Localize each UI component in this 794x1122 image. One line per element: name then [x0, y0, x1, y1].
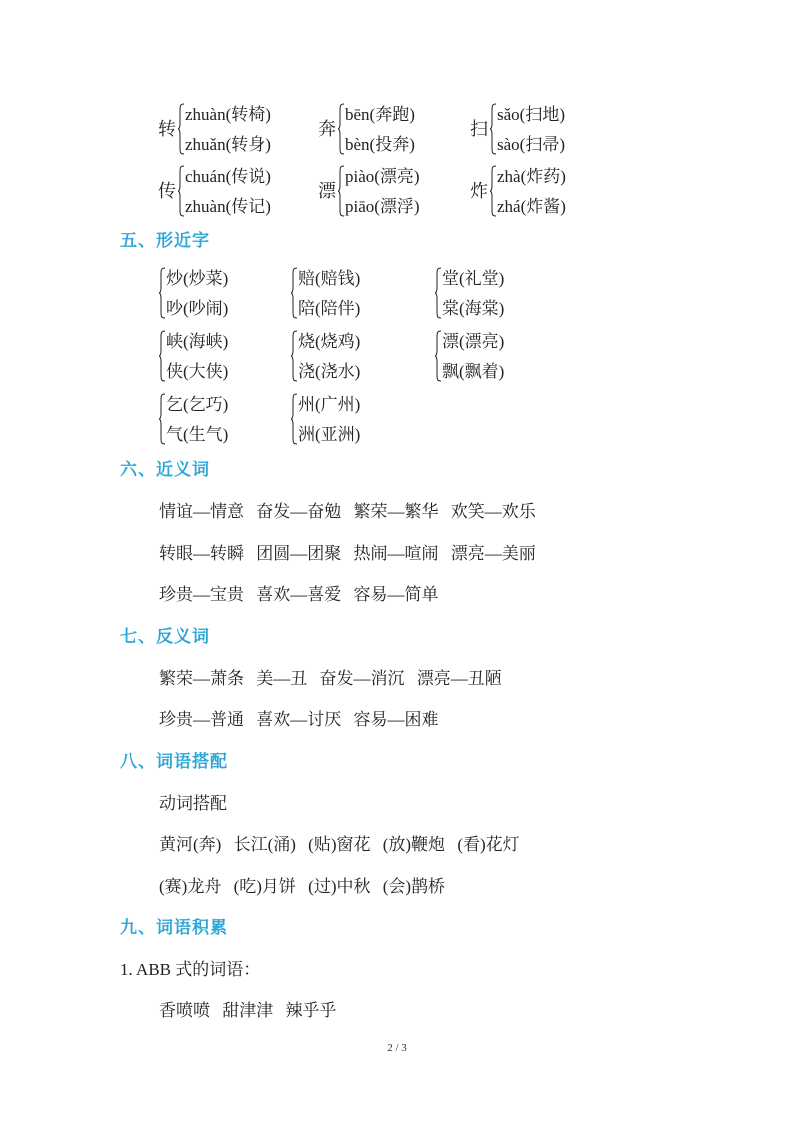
similar-char-item: 侠(大侠) [166, 362, 229, 381]
polyphone-reading: zhà(炸药) [497, 167, 566, 186]
polyphone-reading: piào(漂亮) [345, 167, 420, 186]
similar-char-item: 棠(海棠) [442, 299, 505, 318]
similar-char-item: 吵(吵闹) [166, 299, 229, 318]
similar-char-item: 赔(赔钱) [298, 269, 361, 288]
section-heading: 九、词语积累 [120, 918, 228, 938]
brace-icon [177, 103, 185, 155]
polyphone-reading: sào(扫帚) [497, 135, 565, 154]
similar-char-item: 炒(炒菜) [166, 269, 229, 288]
similar-char-item: 洲(亚洲) [298, 425, 361, 444]
polyphone-char: 转 [158, 119, 176, 139]
brace-icon [290, 267, 298, 319]
similar-char-item: 飘(飘着) [442, 362, 505, 381]
accumulation-item-title: 1. ABB 式的词语： [120, 960, 261, 979]
brace-icon [177, 165, 185, 217]
antonym-pair: 奋发—消沉 [319, 669, 405, 688]
collocation-item: (吃)月饼 [233, 877, 296, 896]
polyphone-reading: bèn(投奔) [345, 135, 415, 154]
synonym-pair: 转眼—转瞬 [159, 544, 244, 563]
synonym-pair: 奋发—奋勉 [256, 502, 342, 521]
synonym-pair: 热闹—喧闹 [353, 544, 439, 563]
antonym-pair: 漂亮—丑陋 [416, 669, 502, 688]
polyphone-reading: sǎo(扫地) [497, 105, 565, 124]
polyphone-char: 炸 [470, 181, 488, 201]
collocation-item: (会)鹊桥 [382, 877, 446, 896]
similar-char-item: 陪(陪伴) [298, 299, 361, 318]
accumulation-word: 辣乎乎 [285, 1001, 337, 1020]
polyphone-reading: bēn(奔跑) [345, 105, 415, 124]
similar-char-item: 堂(礼堂) [442, 269, 505, 288]
collocation-item: (贴)窗花 [308, 835, 371, 854]
synonym-pair: 珍贵—宝贵 [159, 585, 244, 604]
collocation-item: (放)鞭炮 [382, 835, 446, 854]
similar-char-item: 浇(浇水) [298, 362, 361, 381]
antonym-pair: 喜欢—讨厌 [256, 710, 342, 729]
synonym-pair: 漂亮—美丽 [450, 544, 536, 563]
polyphone-char: 漂 [318, 181, 336, 201]
brace-icon [489, 103, 497, 155]
polyphone-reading: zhuǎn(转身) [185, 135, 271, 154]
similar-char-item: 漂(漂亮) [442, 332, 505, 351]
collocation-item: (赛)龙舟 [159, 877, 222, 896]
accumulation-words [159, 998, 345, 1024]
polyphone-char: 扫 [470, 119, 488, 139]
polyphone-reading: piāo(漂浮) [345, 197, 420, 216]
similar-char-item: 州(广州) [298, 395, 361, 414]
polyphone-reading: chuán(传说) [185, 167, 271, 186]
brace-icon [337, 103, 345, 155]
brace-icon [434, 330, 442, 382]
section-heading: 七、反义词 [120, 627, 210, 647]
synonym-pair: 情谊—情意 [159, 502, 244, 521]
accumulation-word: 甜津津 [222, 1001, 274, 1020]
brace-icon [158, 393, 166, 445]
collocation-line [159, 874, 453, 900]
similar-char-item: 气(生气) [166, 425, 229, 444]
collocation-subtitle: 动词搭配 [159, 794, 227, 813]
brace-icon [290, 393, 298, 445]
antonym-pair: 繁荣—萧条 [159, 669, 244, 688]
brace-icon [434, 267, 442, 319]
accumulation-word: 香喷喷 [159, 1001, 210, 1020]
section-heading: 五、形近字 [120, 231, 210, 251]
synonym-line [159, 541, 544, 567]
synonym-pair: 繁荣—繁华 [353, 502, 439, 521]
section-heading: 六、近义词 [120, 460, 210, 480]
synonym-pair: 欢笑—欢乐 [450, 502, 536, 521]
polyphone-reading: zhuàn(传记) [185, 197, 271, 216]
polyphone-reading: zhuàn(转椅) [185, 105, 271, 124]
page-number: 2 / 3 [387, 1042, 407, 1054]
collocation-item: (看)花灯 [457, 835, 520, 854]
collocation-item: (过)中秋 [308, 877, 371, 896]
similar-char-item: 烧(烧鸡) [298, 332, 361, 351]
antonym-line [159, 707, 447, 733]
polyphone-reading: zhá(炸酱) [497, 197, 566, 216]
synonym-pair: 喜欢—喜爱 [256, 585, 342, 604]
synonym-line [159, 582, 447, 608]
synonym-pair: 容易—简单 [353, 585, 439, 604]
synonym-line [159, 499, 544, 525]
brace-icon [158, 267, 166, 319]
collocation-line [159, 832, 528, 858]
polyphone-char: 奔 [318, 119, 336, 139]
collocation-item: 黄河(奔) [159, 835, 222, 854]
brace-icon [489, 165, 497, 217]
brace-icon [290, 330, 298, 382]
synonym-pair: 团圆—团聚 [256, 544, 342, 563]
section-heading: 八、词语搭配 [120, 752, 228, 772]
similar-char-item: 峡(海峡) [166, 332, 229, 351]
collocation-item: 长江(涌) [233, 835, 296, 854]
brace-icon [337, 165, 345, 217]
similar-char-item: 乞(乞巧) [166, 395, 229, 414]
antonym-pair: 美—丑 [256, 669, 308, 688]
polyphone-char: 传 [158, 181, 176, 201]
brace-icon [158, 330, 166, 382]
antonym-pair: 容易—困难 [353, 710, 439, 729]
antonym-pair: 珍贵—普通 [159, 710, 244, 729]
antonym-line [159, 666, 510, 692]
